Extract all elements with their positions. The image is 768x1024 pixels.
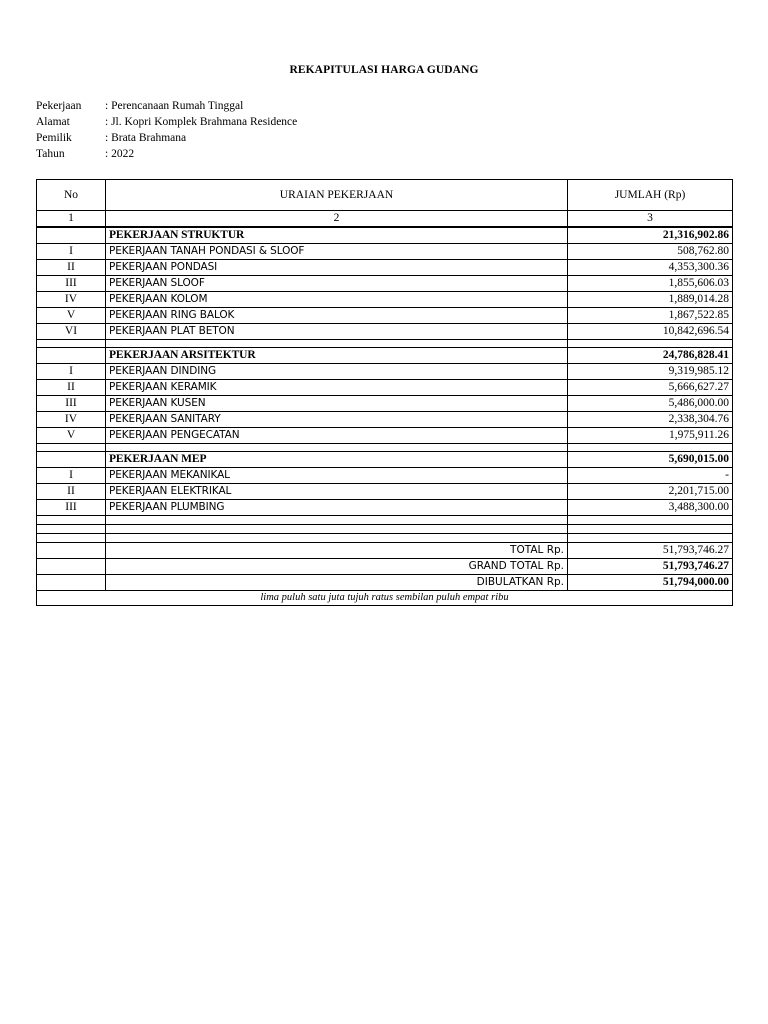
rounded-total-row [37, 575, 733, 591]
row-amount: 4,353,300.36 [568, 260, 733, 276]
row-desc: PEKERJAAN PLAT BETON [106, 324, 568, 340]
row-desc: PEKERJAAN SANITARY [106, 412, 568, 428]
table-row [37, 484, 733, 500]
info-value: : Brata Brahmana [105, 132, 187, 144]
section-title: PEKERJAAN STRUKTUR [106, 227, 568, 244]
section-total: 24,786,828.41 [568, 348, 733, 364]
header-jumlah: JUMLAH (Rp) [568, 180, 733, 211]
section-row-arsitektur [37, 348, 733, 364]
row-desc: PEKERJAAN PENGECATAN [106, 428, 568, 444]
table-row [37, 364, 733, 380]
info-row-pemilik [36, 130, 297, 146]
spacer-row [37, 534, 733, 543]
info-label: Tahun [36, 148, 65, 160]
row-amount: 2,201,715.00 [568, 484, 733, 500]
row-no: I [37, 244, 106, 260]
row-desc: PEKERJAAN KOLOM [106, 292, 568, 308]
row-amount: 5,486,000.00 [568, 396, 733, 412]
spacer-row [37, 525, 733, 534]
table-row [37, 324, 733, 340]
grand-total-value: 51,793,746.27 [568, 559, 733, 575]
column-index-row [37, 211, 733, 228]
row-desc: PEKERJAAN SLOOF [106, 276, 568, 292]
info-label: Pekerjaan [36, 100, 82, 112]
row-no: II [37, 380, 106, 396]
row-amount: 5,666,627.27 [568, 380, 733, 396]
info-label: Pemilik [36, 132, 72, 144]
section-row-mep [37, 452, 733, 468]
row-desc: PEKERJAAN KERAMIK [106, 380, 568, 396]
total-empty [37, 543, 106, 559]
row-desc: PEKERJAAN MEKANIKAL [106, 468, 568, 484]
row-desc: PEKERJAAN DINDING [106, 364, 568, 380]
row-amount: 1,975,911.26 [568, 428, 733, 444]
table-row [37, 292, 733, 308]
row-desc: PEKERJAAN ELEKTRIKAL [106, 484, 568, 500]
section-row-struktur [37, 227, 733, 244]
total-value: 51,793,746.27 [568, 543, 733, 559]
info-row-tahun [36, 146, 297, 162]
row-amount: 3,488,300.00 [568, 500, 733, 516]
row-desc: PEKERJAAN TANAH PONDASI & SLOOF [106, 244, 568, 260]
spacer-row [37, 340, 733, 348]
row-desc: PEKERJAAN PLUMBING [106, 500, 568, 516]
row-no: III [37, 500, 106, 516]
total-label: TOTAL Rp. [106, 543, 568, 559]
total-row [37, 543, 733, 559]
grand-total-row [37, 559, 733, 575]
amount-in-words-row [37, 591, 733, 606]
index-jumlah: 3 [568, 211, 733, 228]
row-desc: PEKERJAAN RING BALOK [106, 308, 568, 324]
row-no: IV [37, 292, 106, 308]
row-desc: PEKERJAAN KUSEN [106, 396, 568, 412]
header-no: No [37, 180, 106, 211]
info-row-pekerjaan [36, 98, 297, 114]
row-amount: 1,867,522.85 [568, 308, 733, 324]
table-row [37, 412, 733, 428]
table-row [37, 276, 733, 292]
section-total: 5,690,015.00 [568, 452, 733, 468]
spacer-row [37, 444, 733, 452]
row-desc: PEKERJAAN PONDASI [106, 260, 568, 276]
rounded-total-label: DIBULATKAN Rp. [106, 575, 568, 591]
section-title: PEKERJAAN ARSITEKTUR [106, 348, 568, 364]
row-amount: 10,842,696.54 [568, 324, 733, 340]
index-no: 1 [37, 211, 106, 228]
table-row [37, 260, 733, 276]
row-amount: 1,855,606.03 [568, 276, 733, 292]
info-row-alamat [36, 114, 297, 130]
table-row [37, 244, 733, 260]
row-no: II [37, 260, 106, 276]
grand-total-label: GRAND TOTAL Rp. [106, 559, 568, 575]
row-amount: - [568, 468, 733, 484]
info-value: : Jl. Kopri Komplek Brahmana Residence [105, 116, 298, 128]
row-no: III [37, 276, 106, 292]
row-no: I [37, 364, 106, 380]
amount-in-words: lima puluh satu juta tujuh ratus sembilan puluh empat ribu [37, 591, 733, 606]
row-amount: 2,338,304.76 [568, 412, 733, 428]
spacer-row [37, 516, 733, 525]
row-amount: 1,889,014.28 [568, 292, 733, 308]
index-uraian: 2 [106, 211, 568, 228]
row-no: III [37, 396, 106, 412]
table-row [37, 428, 733, 444]
section-no [37, 452, 106, 468]
row-no: V [37, 308, 106, 324]
rounded-total-empty [37, 575, 106, 591]
row-amount: 9,319,985.12 [568, 364, 733, 380]
section-no [37, 227, 106, 244]
row-no: V [37, 428, 106, 444]
grand-total-empty [37, 559, 106, 575]
info-value: : Perencanaan Rumah Tinggal [105, 100, 244, 112]
row-no: I [37, 468, 106, 484]
row-no: II [37, 484, 106, 500]
header-uraian: URAIAN PEKERJAAN [106, 180, 568, 211]
table-row [37, 380, 733, 396]
table-row [37, 396, 733, 412]
info-label: Alamat [36, 116, 70, 128]
page-title: REKAPITULASI HARGA GUDANG [289, 64, 479, 76]
section-no [37, 348, 106, 364]
table-row [37, 468, 733, 484]
row-no: VI [37, 324, 106, 340]
table-row [37, 500, 733, 516]
project-info [36, 98, 297, 162]
section-total: 21,316,902.86 [568, 227, 733, 244]
info-value: : 2022 [105, 148, 135, 160]
section-title: PEKERJAAN MEP [106, 452, 568, 468]
row-amount: 508,762.80 [568, 244, 733, 260]
row-no: IV [37, 412, 106, 428]
recap-table [36, 179, 733, 606]
table-row [37, 308, 733, 324]
table-header-row [37, 180, 733, 211]
rounded-total-value: 51,794,000.00 [568, 575, 733, 591]
